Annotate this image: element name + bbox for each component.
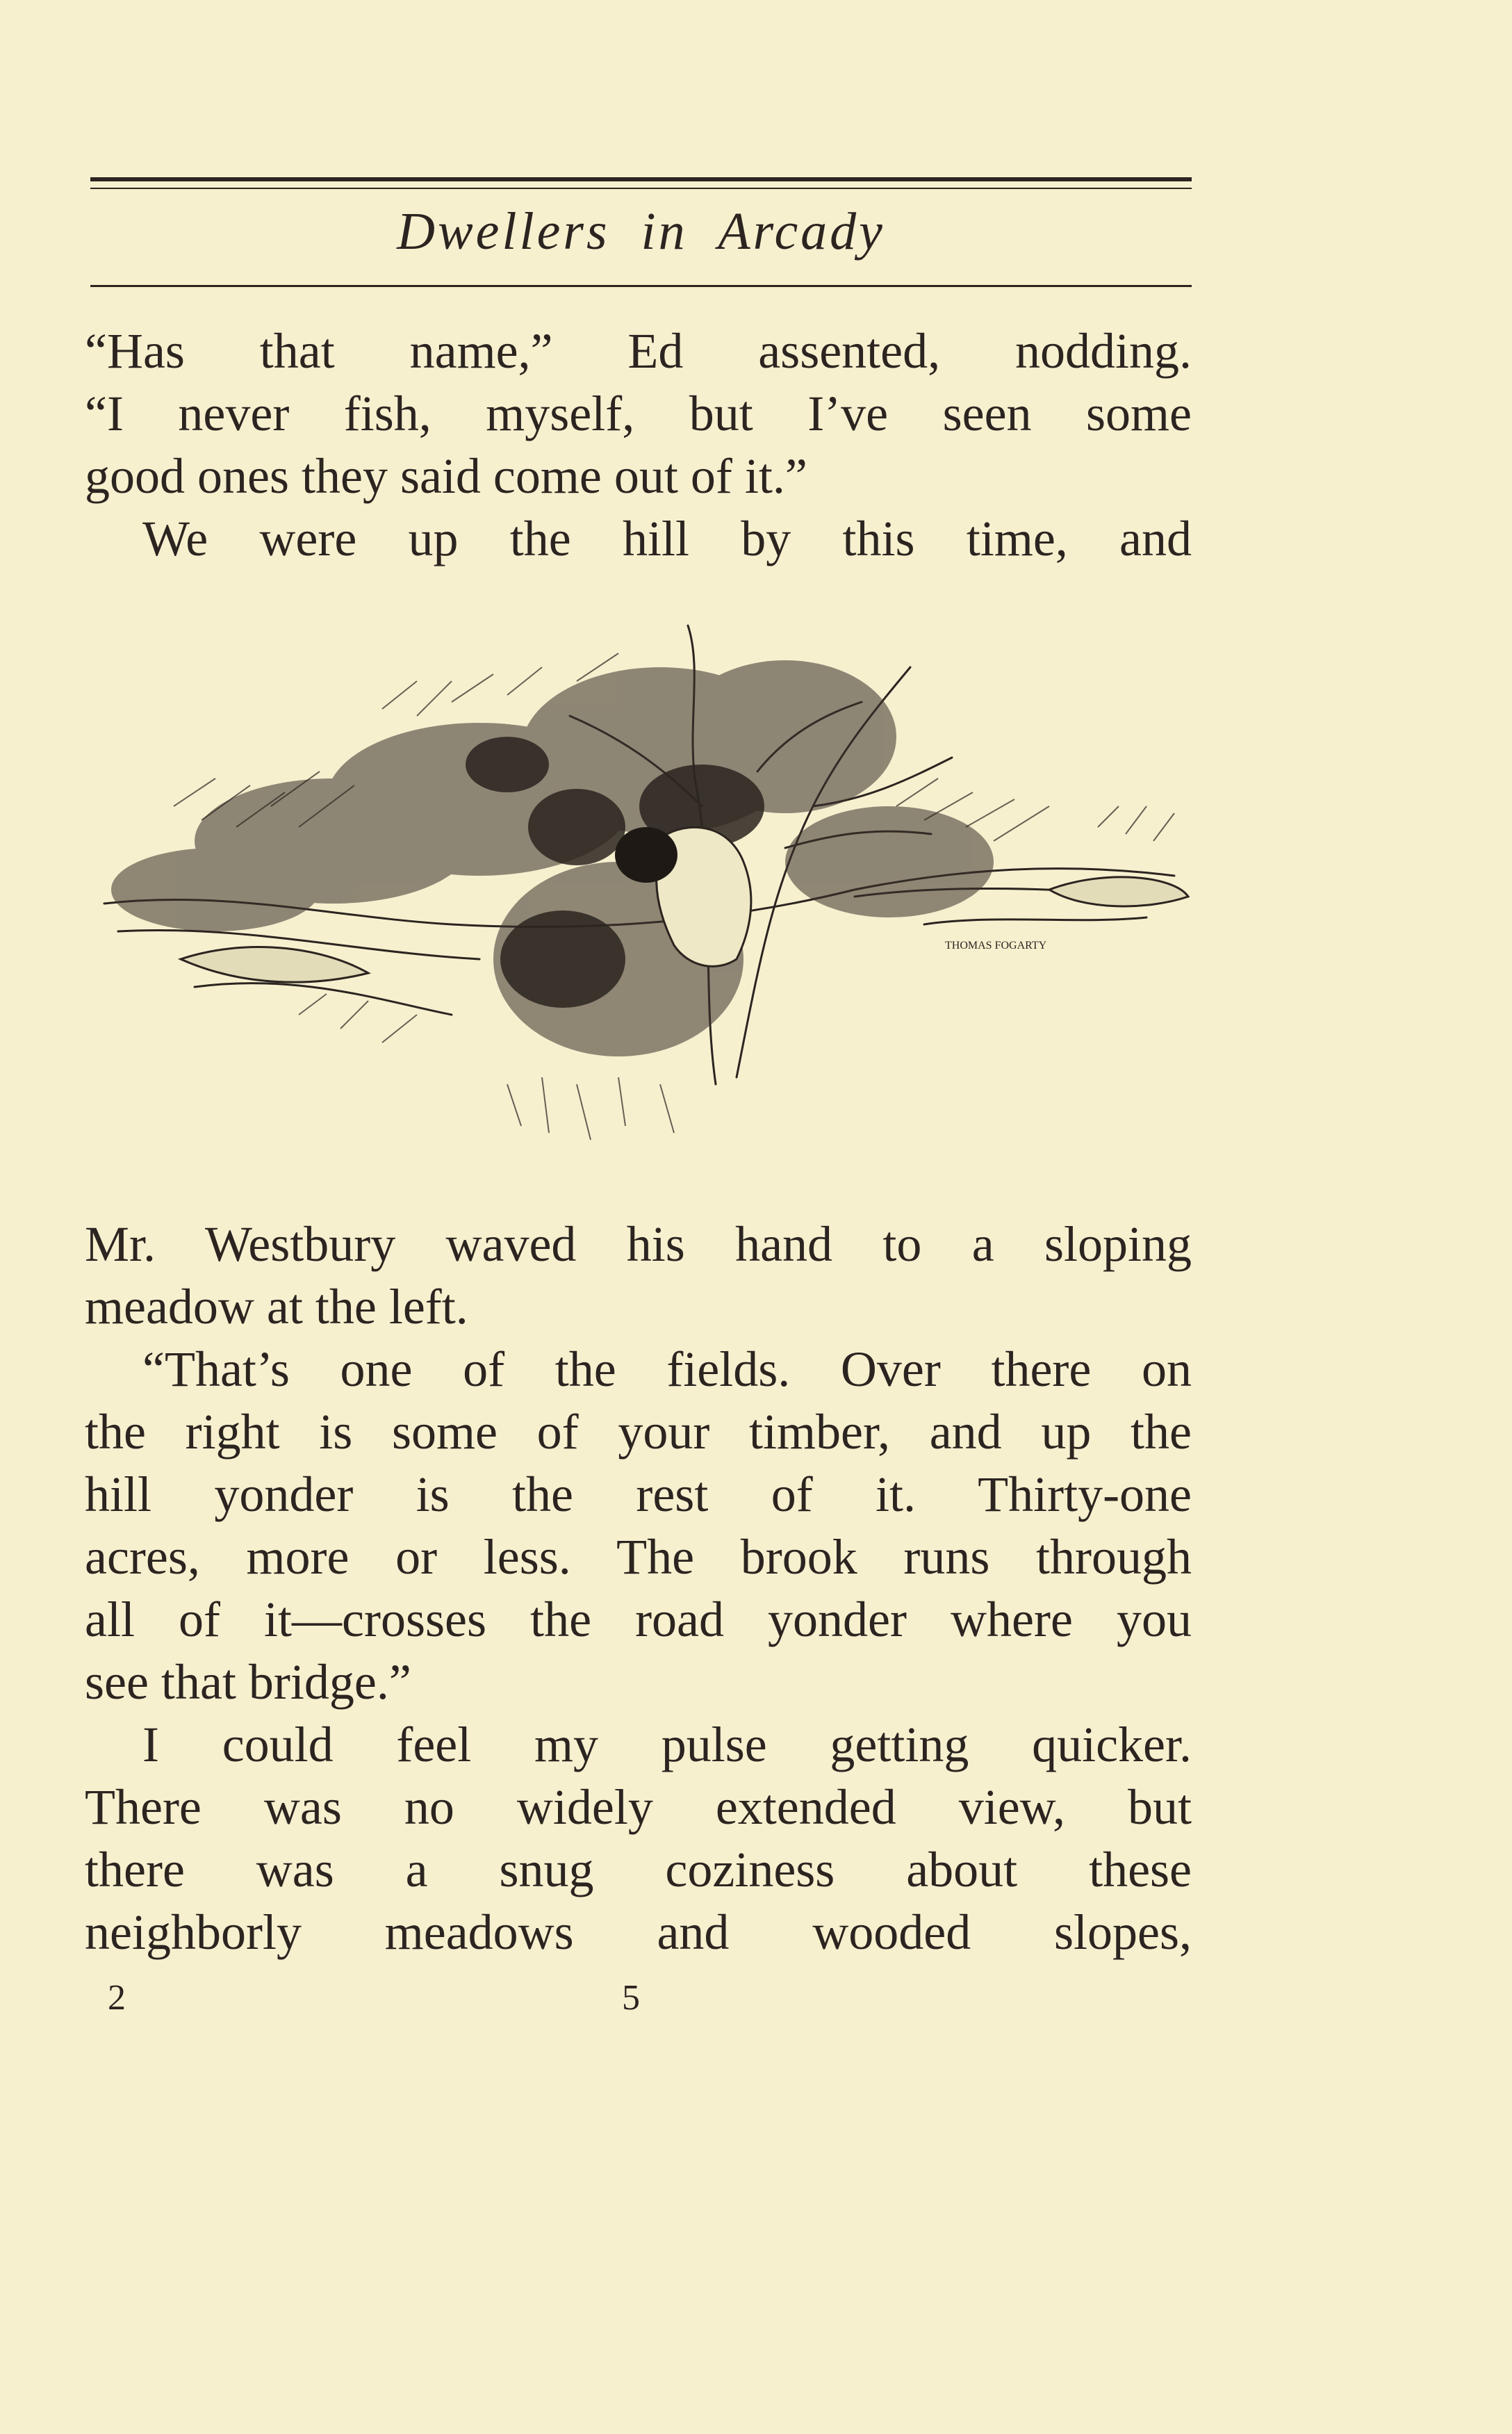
- signature-mark-right: 5: [622, 1978, 640, 2018]
- text-line: neighborly meadows and wooded slopes,: [85, 1904, 1192, 1960]
- text-line: the right is some of your timber, and up the: [85, 1404, 1192, 1460]
- header-rule-bottom: [90, 285, 1192, 287]
- text-line: “That’s one of the fields. Over there on: [142, 1341, 1192, 1397]
- woodland-illustration: [90, 598, 1202, 1195]
- text-line: “I never fish, myself, but I’ve seen some: [85, 386, 1192, 441]
- text-line: acres, more or less. The brook runs through: [85, 1529, 1192, 1585]
- text-line: meadow at the left.: [85, 1279, 468, 1334]
- header-rule-thick: [90, 177, 1192, 181]
- header-rule-thin: [90, 188, 1192, 189]
- text-line: there was a snug coziness about these: [85, 1842, 1192, 1897]
- text-line: good ones they said come out of it.”: [85, 448, 807, 504]
- text-line: There was no widely extended view, but: [85, 1779, 1192, 1835]
- text-line: We were up the hill by this time, and: [142, 511, 1192, 566]
- text-line: Mr. Westbury waved his hand to a sloping: [85, 1216, 1192, 1272]
- text-line: “Has that name,” Ed assented, nodding.: [85, 323, 1192, 379]
- text-line: I could feel my pulse getting quicker.: [142, 1717, 1192, 1772]
- text-line: see that bridge.”: [85, 1654, 411, 1710]
- text-line: hill yonder is the rest of it. Thirty-one: [85, 1467, 1192, 1522]
- signature-mark-left: 2: [108, 1978, 126, 2018]
- artist-signature: THOMAS FOGARTY: [945, 940, 1047, 951]
- running-title: Dwellers in Arcady: [397, 202, 885, 261]
- text-line: all of it—crosses the road yonder where you: [85, 1592, 1192, 1647]
